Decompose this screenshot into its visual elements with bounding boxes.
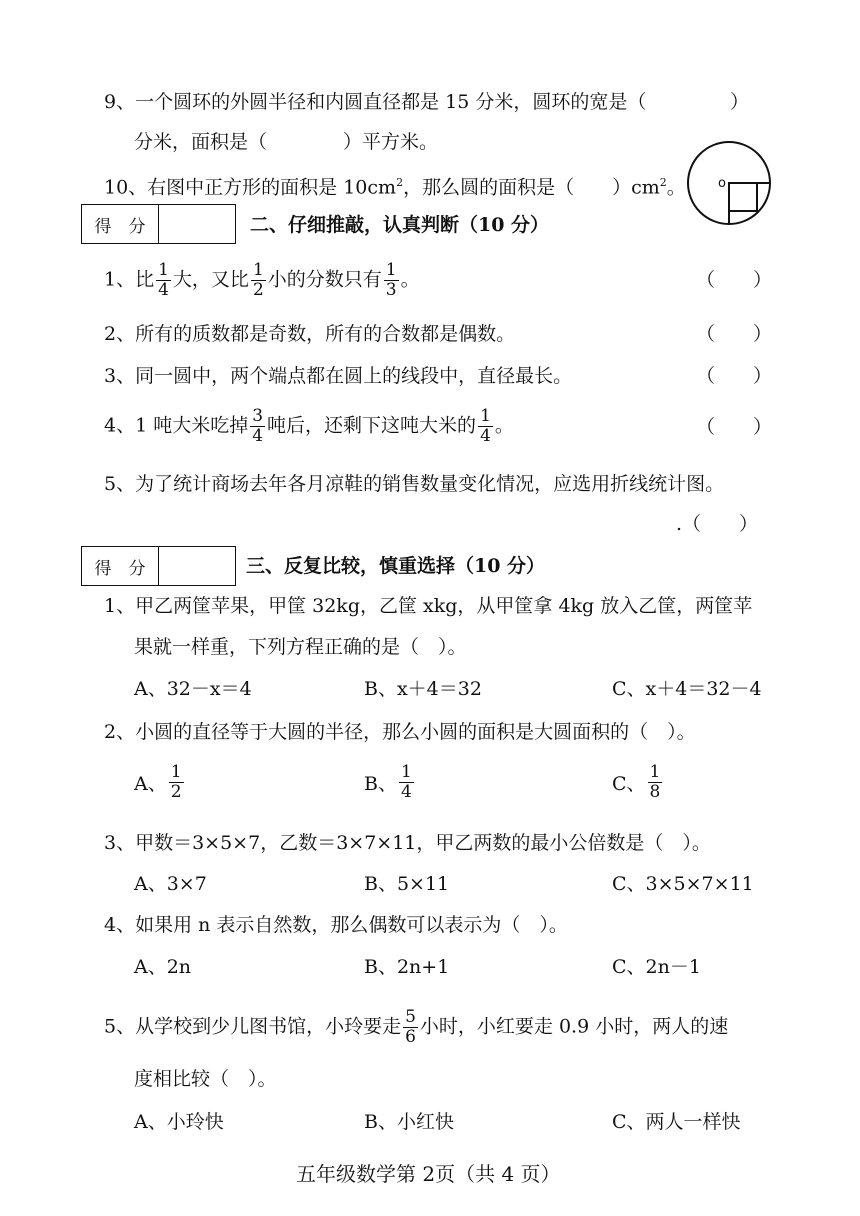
score-blank[interactable] bbox=[159, 205, 235, 243]
judge-item-5: 5、为了统计商场去年各月凉鞋的销售数量变化情况，应选用折线统计图。 bbox=[104, 473, 725, 495]
fraction: $\frac{1}{4}$ bbox=[400, 762, 412, 802]
section2-title: 二、仔细推敲，认真判断（10 分） bbox=[250, 214, 550, 236]
choice-q4-option-c[interactable]: C、2n－1 bbox=[612, 956, 701, 978]
fraction: $\frac{1}{4}$ bbox=[158, 260, 169, 300]
choice-q1-option-b[interactable]: B、x＋4＝32 bbox=[364, 678, 482, 700]
q9-line2: 分米，面积是（ ）平方米。 bbox=[134, 131, 439, 153]
choice-q5-option-b[interactable]: B、小红快 bbox=[364, 1111, 454, 1133]
choice-q4-line1: 4、如果用 n 表示自然数，那么偶数可以表示为（ ）。 bbox=[104, 914, 568, 936]
score-blank[interactable] bbox=[159, 547, 235, 585]
choice-q3-option-b[interactable]: B、5×11 bbox=[364, 873, 450, 895]
choice-q5-option-a[interactable]: A、小玲快 bbox=[134, 1111, 224, 1133]
choice-q4-option-a[interactable]: A、2n bbox=[134, 956, 192, 978]
circle-center-label: o bbox=[718, 176, 726, 191]
choice-q5-line2: 度相比较（ ）。 bbox=[134, 1068, 277, 1090]
judge-item-2: 2、所有的质数都是奇数，所有的合数都是偶数。 bbox=[104, 323, 516, 345]
choice-q3-option-a[interactable]: A、3×7 bbox=[134, 873, 207, 895]
score-label: 得 分 bbox=[82, 547, 159, 585]
choice-q1-line2: 果就一样重，下列方程正确的是（ ）。 bbox=[134, 636, 467, 658]
judge-answer-4[interactable]: （ ） bbox=[696, 416, 773, 438]
judge-answer-3[interactable]: （ ） bbox=[696, 365, 773, 387]
choice-q4-option-b[interactable]: B、2n+1 bbox=[364, 956, 450, 978]
choice-q2-option-c[interactable]: C、 $\frac{1}{8}$ bbox=[612, 762, 661, 802]
q9-line1 bbox=[104, 90, 646, 114]
choice-q2-option-a[interactable]: A、 $\frac{1}{2}$ bbox=[134, 762, 182, 802]
choice-q1-line1: 1、甲乙两筐苹果，甲筐 32kg，乙筐 xkg，从甲筐拿 4kg 放入乙筐，两筐苹 bbox=[104, 595, 753, 617]
judge-item-4: 4、1 吨大米吃掉 $\frac{3}{4}$ 吨后，还剩下这吨大米的 $\frac{1}{4}$ 。 bbox=[104, 406, 514, 446]
fraction: $\frac{1}{2}$ bbox=[252, 260, 264, 300]
fraction: $\frac{1}{2}$ bbox=[170, 762, 182, 802]
section3-title: 三、反复比较，慎重选择（10 分） bbox=[246, 555, 546, 577]
judge-item-3: 3、同一圆中，两个端点都在圆上的线段中，直径最长。 bbox=[104, 365, 573, 387]
q9-text: 9、一个圆环的外圆半径和内圆直径都是 15 分米，圆环的宽是（ bbox=[104, 91, 647, 113]
fraction: $\frac{1}{3}$ bbox=[385, 260, 397, 300]
section2-score-box bbox=[81, 204, 236, 244]
choice-q1-option-c[interactable]: C、x＋4＝32－4 bbox=[612, 678, 762, 700]
page-footer: 五年级数学第 2页（共 4 页） bbox=[296, 1162, 561, 1186]
fraction: $\frac{5}{6}$ bbox=[405, 1007, 416, 1047]
fraction: $\frac{1}{4}$ bbox=[480, 406, 491, 446]
q10-answer-slot[interactable]: ，那么圆的面积是（ ）cm bbox=[403, 176, 660, 199]
judge-answer-2[interactable]: （ ） bbox=[696, 323, 773, 345]
choice-q3-line1: 3、甲数＝3×5×7，乙数＝3×7×11，甲乙两数的最小公倍数是（ ）。 bbox=[104, 832, 711, 854]
choice-q1-option-a[interactable]: A、32－x＝4 bbox=[134, 678, 252, 700]
judge-answer-1[interactable]: （ ） bbox=[696, 269, 773, 291]
choice-q2-line1: 2、小圆的直径等于大圆的半径，那么小圆的面积是大圆面积的（ ）。 bbox=[104, 721, 696, 743]
choice-q2-option-b[interactable]: B、 $\frac{1}{4}$ bbox=[364, 762, 412, 802]
judge-answer-5[interactable]: .（ ） bbox=[676, 513, 759, 535]
fraction: $\frac{3}{4}$ bbox=[252, 406, 264, 446]
judge-item-1: 1、比 $\frac{1}{4}$ 大，又比 $\frac{1}{2}$ 小的分数只有 $\frac{1}{3}$ 。 bbox=[104, 260, 420, 300]
fraction: $\frac{1}{8}$ bbox=[649, 762, 661, 802]
section3-score-box bbox=[81, 546, 236, 586]
circle-square-figure bbox=[684, 138, 774, 228]
q10-line: 10、右图中正方形的面积是 $10cm^2$，那么圆的面积是（ ）$cm^2$。 bbox=[104, 176, 686, 199]
choice-q5-option-c[interactable]: C、两人一样快 bbox=[612, 1111, 741, 1133]
choice-q3-option-c[interactable]: C、3×5×7×11 bbox=[612, 873, 754, 895]
choice-q5-line1: 5、从学校到少儿图书馆，小玲要走 $\frac{5}{6}$ 小时，小红要走 0.9 小时，两人的速 bbox=[104, 1007, 729, 1047]
score-label: 得 分 bbox=[82, 205, 159, 243]
q9-answer-close[interactable]: ） bbox=[730, 91, 750, 113]
